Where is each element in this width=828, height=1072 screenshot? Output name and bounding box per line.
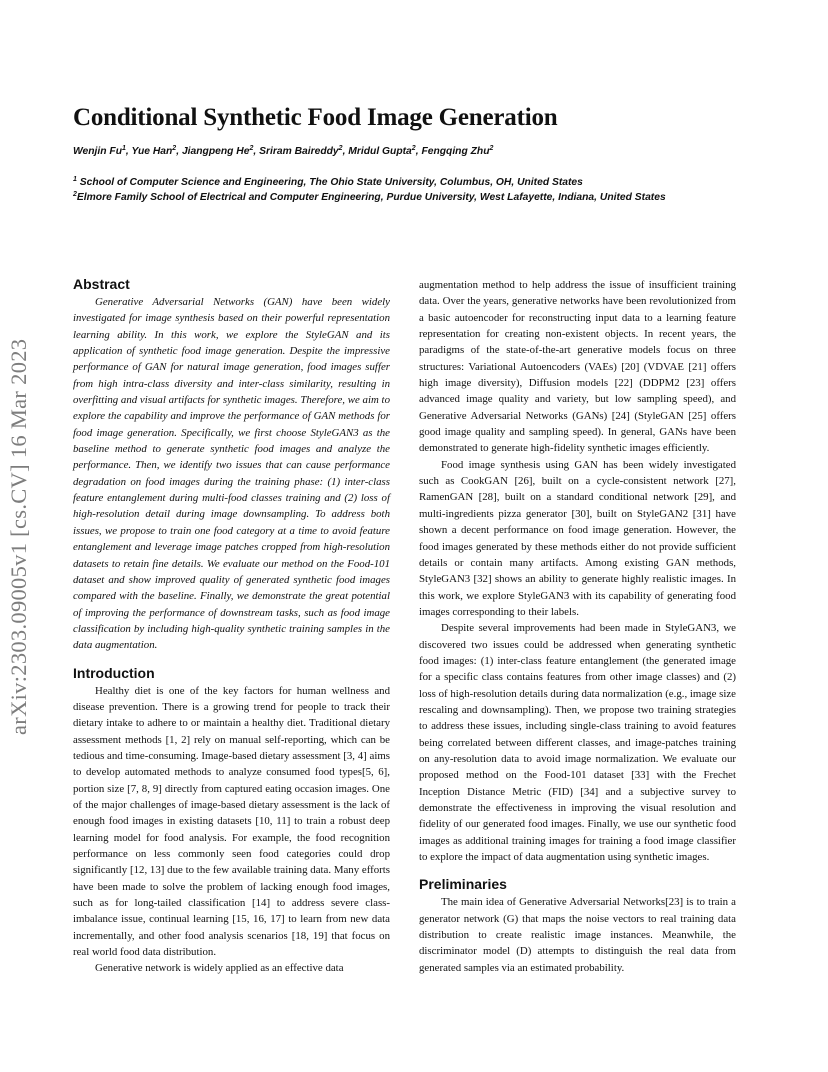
introduction-paragraph-1: Healthy diet is one of the key factors for human wellness and disease prevention. There is a growing trend for people to track their dietary intake to adhere to or maintain a healthy diet. Traditional dietary assessment methods [1, 2] rely on manual self-reporting, which can be tedious and time-consuming. Image-based dietary assessment [3, 4] aims to develop automated methods to analyze consumed food types[5, 6], portion size [7, 8, 9] directly from captured eating occasion images. One of the major challenges of image-based dietary assessment is the lack of enough food images in existing datasets [10, 11] to train a robust deep learning model for food analysis. For example, the food recognition performance on less commonly seen food categories could drop significantly [12, 13] due to the few available training data. Many efforts have been made to solve the problem of lacking enough food images, such as for long-tailed classification [14] to address severe class-imbalance issue, continual learning [15, 16, 17] to learn from new data incrementally, and other food analysis scenarios [18, 19] that focus on real world food data distribution. <box>73 684 390 959</box>
author-name: Jiangpeng He <box>181 146 250 157</box>
author-name: Sriram Baireddy <box>259 146 339 157</box>
affiliation-2 <box>73 192 666 203</box>
affiliation-marker: 1 <box>73 176 77 183</box>
preliminaries-paragraph-1: The main idea of Generative Adversarial Networks[23] is to train a generator network (G) that maps the noise vectors to real training data distribution to create realistic image instances. Meanwhile, the discriminator model (D) attempts to distinguish the real data from generated samples via an estimated probability. <box>419 896 736 974</box>
affiliation-text: Elmore Family School of Electrical and Computer Engineering, Purdue University, West Lafayette, Indiana, United States <box>76 192 666 203</box>
author-name: Yue Han <box>131 146 173 157</box>
affiliation-text: School of Computer Science and Engineering, The Ohio State University, Columbus, OH, United States <box>79 177 583 188</box>
author-list: Wenjin Fu$^1$, Yue Han$^2$, Jiangpeng He$^2$, Sriram Baireddy$^2$, Mridul Gupta$^2$, Fengqing Zhu$^2$ <box>73 145 494 157</box>
introduction-paragraph-2-continued: augmentation method to help address the issue of insufficient training data. Over the years, generative networks have been revolutionized from a basic autoencoder for reconstructing input data to a learning feature representation for creating non-existent objects. In recent years, the paradigms of the state-of-the-art generative models focus on three structures: Variational Autoencoders (VAEs) [20] (VDVAE [21] offers high image diversity), Diffusion models [22] (DDPM2 [23] offers advanced image quality and variety, but low sampling speed), and Generative Adversarial Networks (GANs) [24] (StyleGAN [25] offers good image quality and sampling speed). In general, GANs have been demonstrated to generate high-fidelity synthetic images efficiently. <box>419 279 736 455</box>
affiliation-1 <box>73 177 583 188</box>
introduction-heading: Introduction <box>73 664 155 681</box>
introduction-paragraph-3: Food image synthesis using GAN has been widely investigated such as CookGAN [26], built on a cycle-consistent network [27], RamenGAN [28], built on a standard conditional network [29], and multi-ingredients pizza generator [30], built on StyleGAN2 [31] have shown a decent performance on food image generation. However, the food images generated by these methods either do not provide sufficient details or contain many artifacts. Among existing GAN methods, StyleGAN3 [32] shows an ability to generate highly realistic images. In this work, we explore StyleGAN3 with its capability of generating food images corresponding to their labels. <box>419 458 736 618</box>
author-name: Mridul Gupta <box>348 146 412 157</box>
paper-title: Conditional Synthetic Food Image Generation <box>73 104 558 131</box>
author-affiliation-marker: 2 <box>489 145 494 152</box>
left-column <box>73 275 390 977</box>
arxiv-identifier: arXiv:2303.09005v1 [cs.CV] 16 Mar 2023 <box>6 338 31 735</box>
affiliation-marker: 2 <box>73 191 77 198</box>
author-affiliation-marker: 2 <box>172 145 177 152</box>
abstract-heading: Abstract <box>73 276 130 292</box>
introduction-paragraph-2-start: Generative network is widely applied as an effective data <box>95 962 344 975</box>
preliminaries-heading: Preliminaries <box>419 876 507 893</box>
right-column <box>419 277 736 976</box>
author-name: Fengqing Zhu <box>421 146 490 157</box>
abstract-body: Generative Adversarial Networks (GAN) have been widely investigated for image synthesis based on their powerful representation learning ability. In this work, we explore the StyleGAN and its application of synthetic food image generation. Despite the impressive performance of GAN for natural image generation, food images suffer from high intra-class diversity and inter-class similarity, resulting in overfitting and visual artifacts for synthetic images. Therefore, we aim to explore the capability and improve the performance of GAN methods for food image generation. Specifically, we first choose StyleGAN3 as the baseline method to generate synthetic food images and analyze the performance. Then, we identify two issues that can cause performance degradation on food images during the training phase: (1) inter-class feature entanglement during multi-food classes training and (2) loss of high-resolution detail during image downsampling. To address both issues, we propose to train one food category at a time to avoid feature entanglement and leverage image patches cropped from high-resolution datasets to retain fine details. We evaluate our method on the Food-101 dataset and show improved quality of generated synthetic food images compared with the baseline. Finally, we demonstrate the great potential of improving the performance of downstream tasks, such as food image classification by including high-quality synthetic training samples in the data augmentation. <box>73 296 390 652</box>
author-affiliation-marker: 2 <box>411 145 416 152</box>
author-name: Wenjin Fu <box>73 146 123 157</box>
author-affiliation-marker: 2 <box>249 145 254 152</box>
author-affiliation-marker: 2 <box>338 145 343 152</box>
introduction-paragraph-4: Despite several improvements had been made in StyleGAN3, we discovered two issues could be addressed when generating synthetic food images: (1) inter-class feature entanglement (the generated image for a specific class contains features from other image classes) and (2) loss of high-resolution details during data normalization (e.g., image size rescaling and downsampling). Then, we propose two training strategies to address these issues, including single-class training to avoid features being correlated between different classes, and image-patches training on any-resolution data to avoid image normalization. We evaluate our proposed method on the Food-101 dataset [33] with the Frechet Inception Distance Metric (FID) [34] and a subjective survey to demonstrate the effectiveness in improving the visual resolution and fidelity of our generated food images. Finally, we use our synthetic food images as additional training images for training a food image classifier to explore the impact of data augmentation using synthetic images. <box>419 622 736 864</box>
author-affiliation-marker: 1 <box>122 145 126 152</box>
